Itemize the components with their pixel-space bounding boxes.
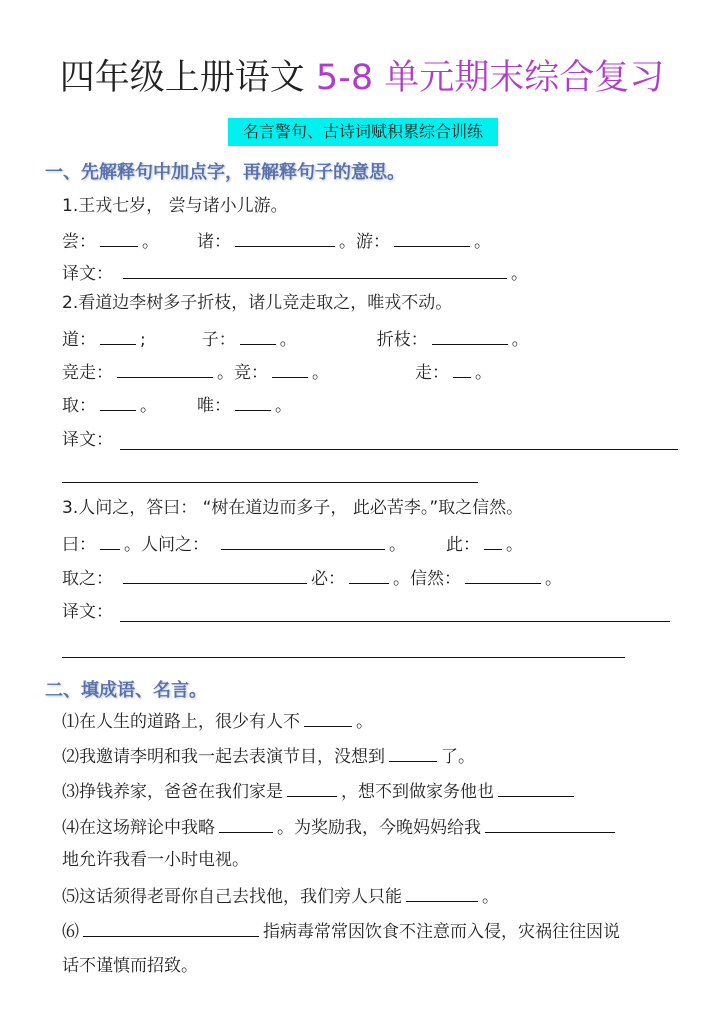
item-text: 。 (356, 712, 373, 732)
item-text: ⑹ (62, 922, 79, 942)
blank[interactable] (83, 918, 259, 937)
label: 竞走： (62, 363, 113, 383)
blank[interactable] (453, 359, 471, 378)
label: 折枝： (376, 330, 428, 350)
punct: 。 (474, 232, 491, 252)
blank[interactable] (465, 565, 541, 584)
q1-words (62, 228, 491, 254)
punct: 。 (217, 363, 234, 383)
blank[interactable] (100, 228, 138, 247)
blank[interactable] (432, 326, 508, 345)
label: 子： (201, 330, 236, 350)
label: 取之： (62, 569, 113, 589)
blank[interactable] (100, 392, 136, 411)
punct: 。 (279, 330, 297, 350)
item-text: ⑶挣钱养家，爸爸在我们家是 (62, 782, 283, 802)
q2-translation-label: 译文： (62, 430, 113, 450)
item-text: 指病毒常常因饮食不注意而入侵，灾祸往往因说 (263, 922, 620, 942)
fill-item-6 (62, 918, 620, 944)
punct: 。 (140, 396, 157, 416)
blank[interactable] (484, 531, 502, 550)
blank[interactable] (117, 359, 213, 378)
page-title (0, 54, 724, 102)
label: 取： (62, 396, 96, 416)
punct: 。 (545, 569, 562, 589)
q1-translation (62, 260, 528, 286)
blank[interactable] (287, 778, 337, 797)
label: 必： (311, 569, 345, 589)
label: 唯： (197, 396, 231, 416)
blank[interactable] (240, 326, 276, 345)
label: 曰： (62, 535, 96, 555)
punct: 。 (506, 535, 523, 555)
fill-item-4 (62, 814, 619, 840)
q3-translation-line-2[interactable] (62, 657, 625, 658)
q2-words-2 (62, 359, 492, 385)
blank[interactable] (123, 565, 307, 584)
blank[interactable] (272, 359, 308, 378)
blank[interactable] (100, 326, 136, 345)
label: 游： (356, 232, 390, 252)
blank[interactable] (389, 743, 437, 762)
punct: 。 (393, 569, 410, 589)
punct: 。 (312, 363, 329, 383)
q2-translation-line-2[interactable] (62, 482, 478, 483)
fill-item-3 (62, 778, 578, 804)
blank[interactable] (304, 708, 352, 727)
item-text: ⑵我邀请李明和我一起去表演节目，没想到 (62, 747, 385, 767)
fill-item-5 (62, 883, 499, 909)
label: 走： (415, 363, 449, 383)
blank[interactable] (406, 883, 478, 902)
fill-item-1 (62, 708, 373, 734)
q3-translation-line-1[interactable] (120, 621, 670, 622)
blank[interactable] (235, 392, 271, 411)
punct: 。 (389, 535, 406, 555)
item-text: ⑸这话须得老哥你自己去找他，我们旁人只能 (62, 887, 402, 907)
label: 信然： (410, 569, 461, 589)
q2-words-3 (62, 392, 292, 418)
item-text: ⑴在人生的道路上，很少有人不 (62, 712, 300, 732)
q1-sentence: 1.王戎七岁， 尝与诸小儿游。 (62, 196, 288, 216)
blank[interactable] (219, 814, 273, 833)
section1-heading: 一、先解释句中加点字，再解释句子的意思。 (45, 162, 405, 183)
item-text: ，想不到做家务他也 (341, 782, 494, 802)
label: 译文： (62, 264, 113, 284)
title-highlight: 5-8 单元期末综合复习 (315, 58, 665, 98)
item-text: ⑷在这场辩论中我略 (62, 818, 215, 838)
punct: ; (140, 330, 146, 350)
label: 道： (62, 330, 96, 350)
blank[interactable] (485, 814, 615, 833)
blank[interactable] (235, 228, 335, 247)
punct: 。 (275, 396, 292, 416)
q2-translation-line-1[interactable] (120, 449, 678, 450)
section2-heading: 二、填成语、名言。 (45, 680, 207, 701)
fill-item-4-cont: 地允许我看一小时电视。 (62, 850, 249, 870)
punct: 。 (511, 264, 528, 284)
punct: 。 (124, 535, 141, 555)
punct: 。 (142, 232, 159, 252)
punct: 。 (339, 232, 356, 252)
fill-item-2 (62, 743, 475, 769)
label: 人问之： (141, 535, 209, 555)
label: 尝： (62, 232, 96, 252)
q2-words-1 (62, 326, 529, 352)
blank[interactable] (349, 565, 389, 584)
subtitle-banner: 名言警句、古诗词赋积累综合训练 (228, 118, 498, 146)
punct: 。 (475, 363, 492, 383)
item-text: 。 (482, 887, 499, 907)
blank[interactable] (498, 778, 574, 797)
label: 诸： (197, 232, 231, 252)
punct: 。 (511, 330, 529, 350)
blank[interactable] (394, 228, 470, 247)
q3-words-2 (62, 565, 562, 591)
title-main: 四年级上册语文 (59, 58, 305, 98)
q3-translation-label: 译文： (62, 602, 113, 622)
blank[interactable] (100, 531, 120, 550)
q2-sentence: 2.看道边李树多子折枝，诸儿竞走取之，唯戎不动。 (62, 293, 453, 313)
blank[interactable] (221, 531, 385, 550)
item-text: 了。 (441, 747, 475, 767)
blank[interactable] (123, 260, 507, 279)
q3-words-1 (62, 531, 523, 557)
q3-sentence: 3.人问之，答曰： “树在道边而多子， 此必苦李。”取之信然。 (62, 498, 524, 518)
fill-item-6-cont: 话不谨慎而招致。 (62, 956, 198, 976)
item-text: 。为奖励我，今晚妈妈给我 (277, 818, 481, 838)
label: 竞： (234, 363, 268, 383)
label: 此： (446, 535, 480, 555)
